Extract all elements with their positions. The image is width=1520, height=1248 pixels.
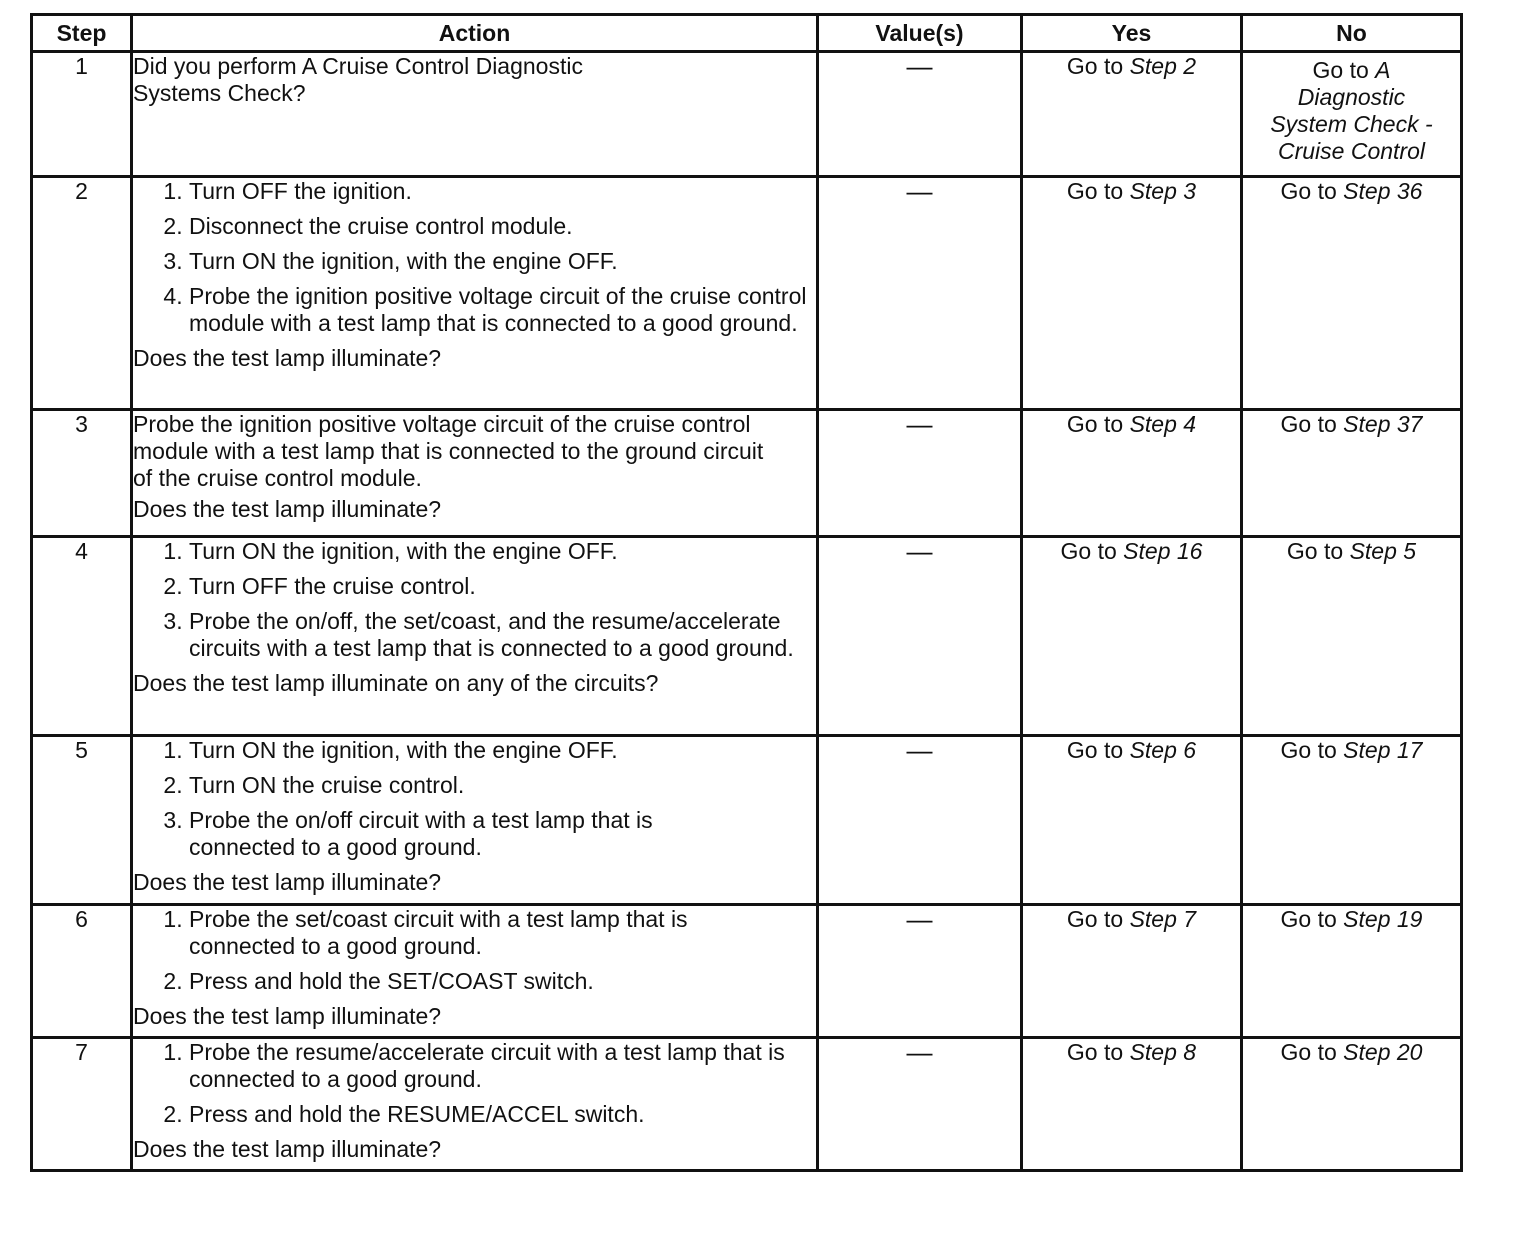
no-prefix: Go to [1280,1039,1337,1065]
value-cell: — [818,905,1022,1038]
no-step: Step 17 [1343,737,1423,763]
header-no: No [1242,15,1462,52]
yes-step: Step 2 [1129,53,1197,79]
table-row [32,537,1462,736]
table-row [32,736,1462,905]
action-text: Probe the ignition positive voltage circuit of the cruise control module with a test lamp that is connected to the ground circuit of the cruise control module. [133,411,764,491]
yes-prefix: Go to [1066,906,1124,932]
action-item: 2. Turn OFF the cruise control. [189,573,816,600]
no-step: Step 20 [1343,1039,1423,1065]
yes-result [1067,178,1196,205]
action-item: 4. Probe the ignition positive voltage circuit of the cruise control module with a test lamp that is connected to a good ground. [189,283,816,337]
yes-step: Step 4 [1129,411,1197,437]
table-row [32,177,1462,410]
yes-cell [1022,410,1242,537]
action-cell [132,52,818,177]
no-step: Step 36 [1343,178,1423,204]
table-row [32,1038,1462,1171]
no-prefix: Go to [1280,411,1337,437]
no-result [1259,57,1444,165]
yes-prefix: Go to [1060,538,1117,564]
table-row [32,905,1462,1038]
no-cell [1242,905,1462,1038]
no-prefix: Go to [1312,57,1369,83]
step-number: 6 [32,905,132,1038]
value-cell: — [818,177,1022,410]
action-list [133,1039,816,1128]
no-reference: A Diagnostic System Check - Cruise Control [1270,57,1433,164]
diagnostic-table [30,13,1463,1172]
yes-result [1067,906,1196,933]
value-cell: — [818,736,1022,905]
action-list [133,737,816,861]
value-cell: — [818,52,1022,177]
action-list [133,538,816,662]
step-number: 5 [32,736,132,905]
no-cell [1242,1038,1462,1171]
no-cell [1242,52,1462,177]
no-cell [1242,177,1462,410]
step-number: 4 [32,537,132,736]
no-step: Step 19 [1343,906,1423,932]
yes-cell [1022,52,1242,177]
no-cell [1242,736,1462,905]
action-item: 1. Turn OFF the ignition. [189,178,816,205]
no-prefix: Go to [1280,906,1337,932]
no-cell [1242,410,1462,537]
no-prefix: Go to [1286,538,1344,564]
no-result [1281,178,1423,205]
action-item: 2. Press and hold the RESUME/ACCEL switch. [189,1101,816,1128]
yes-result [1067,411,1196,438]
header-yes: Yes [1022,15,1242,52]
action-question: Does the test lamp illuminate? [133,1136,442,1162]
action-question: Does the test lamp illuminate on any of the circuits? [133,670,659,696]
no-result [1281,411,1423,438]
yes-step: Step 6 [1129,737,1197,763]
action-list [133,178,816,337]
no-prefix: Go to [1280,737,1337,763]
step-number: 1 [32,52,132,177]
action-list [133,906,816,995]
yes-result [1067,737,1196,764]
yes-prefix: Go to [1066,411,1124,437]
yes-step: Step 8 [1129,1039,1197,1065]
action-question: Does the test lamp illuminate? [133,869,442,895]
yes-result [1061,538,1203,565]
yes-cell [1022,537,1242,736]
yes-cell [1022,736,1242,905]
action-item: 2. Disconnect the cruise control module. [189,213,816,240]
yes-prefix: Go to [1066,53,1124,79]
action-cell [132,736,818,905]
yes-result [1067,53,1196,80]
action-item: 2. Press and hold the SET/COAST switch. [189,968,776,995]
yes-step: Step 16 [1123,538,1203,564]
yes-step: Step 3 [1129,178,1197,204]
action-item: 2. Turn ON the cruise control. [189,772,736,799]
action-question: Does the test lamp illuminate? [133,345,442,371]
action-item: 3. Turn ON the ignition, with the engine OFF. [189,248,816,275]
action-item: 1. Turn ON the ignition, with the engine OFF. [189,737,736,764]
action-cell [132,177,818,410]
action-cell [132,410,818,537]
table-row [32,52,1462,177]
step-number: 7 [32,1038,132,1171]
action-cell [132,1038,818,1171]
no-result [1281,1039,1423,1066]
step-number: 2 [32,177,132,410]
action-cell [132,537,818,736]
action-question: Does the test lamp illuminate? [133,496,442,522]
value-cell: — [818,537,1022,736]
no-cell [1242,537,1462,736]
yes-result [1067,1039,1196,1066]
action-item: 3. Probe the on/off, the set/coast, and the resume/accelerate circuits with a test lamp that is connected to a good ground. [189,608,816,662]
action-text: Did you perform A Cruise Control Diagnostic Systems Check? [133,53,583,106]
action-item: 1. Turn ON the ignition, with the engine OFF. [189,538,816,565]
yes-cell [1022,1038,1242,1171]
no-step: Step 37 [1343,411,1423,437]
no-result [1281,906,1423,933]
step-number: 3 [32,410,132,537]
value-cell: — [818,410,1022,537]
table-row [32,410,1462,537]
no-prefix: Go to [1280,178,1337,204]
action-item: 3. Probe the on/off circuit with a test lamp that is connected to a good ground. [189,807,736,861]
yes-cell [1022,905,1242,1038]
yes-cell [1022,177,1242,410]
yes-prefix: Go to [1066,737,1124,763]
action-item: 1. Probe the set/coast circuit with a test lamp that is connected to a good ground. [189,906,776,960]
action-question: Does the test lamp illuminate? [133,1003,442,1029]
header-step: Step [32,15,132,52]
header-action: Action [132,15,818,52]
yes-prefix: Go to [1066,178,1124,204]
action-cell [132,905,818,1038]
no-step: Step 5 [1349,538,1417,564]
yes-prefix: Go to [1066,1039,1124,1065]
value-cell: — [818,1038,1022,1171]
action-item: 1. Probe the resume/accelerate circuit with a test lamp that is connected to a good ground. [189,1039,816,1093]
header-values: Value(s) [818,15,1022,52]
no-result [1281,737,1423,764]
yes-step: Step 7 [1129,906,1197,932]
header-row [32,15,1462,52]
no-result [1287,538,1416,565]
